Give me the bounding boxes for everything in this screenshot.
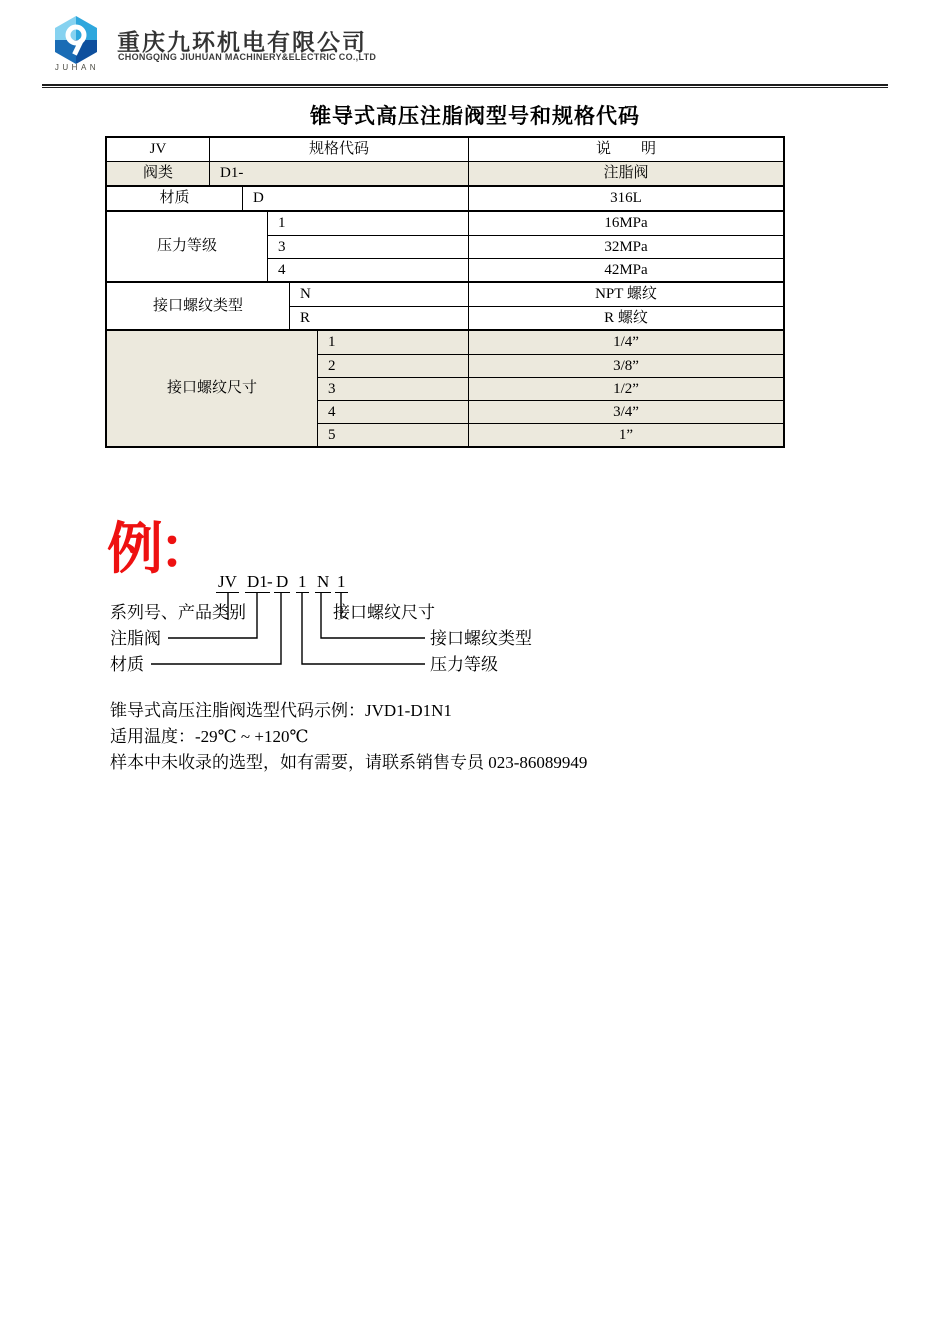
desc-cell: R 螺纹 — [468, 307, 783, 329]
logo-brand-text: JUHAN — [54, 63, 100, 72]
table-row — [268, 212, 783, 235]
code-part-thread-size: 1 — [337, 572, 346, 591]
section-label: 压力等级 — [107, 212, 268, 281]
callout-thread-type: 接口螺纹类型 — [430, 629, 532, 648]
code-cell: 2 — [328, 357, 336, 374]
desc-cell: 32MPa — [468, 236, 783, 258]
code-part-hyphen: - — [267, 572, 273, 591]
section-label: 接口螺纹类型 — [107, 283, 290, 329]
table-row — [318, 377, 783, 400]
code-cell: 3 — [328, 380, 336, 397]
table-row — [318, 331, 783, 354]
section-pressure-class — [107, 210, 783, 281]
desc-cell: 16MPa — [468, 212, 783, 235]
callout-material: 材质 — [110, 655, 144, 674]
table-row — [318, 423, 783, 446]
code-cell: 1 — [278, 215, 286, 231]
table-row — [268, 235, 783, 258]
code-cell: D1- — [220, 165, 244, 181]
section-label: 阀类 — [107, 162, 210, 185]
desc-cell: 316L — [468, 187, 783, 210]
desc-cell: 42MPa — [468, 259, 783, 281]
desc-cell: 注脂阀 — [468, 162, 783, 185]
code-cell: D — [253, 190, 264, 206]
desc-cell: 1/4” — [468, 331, 783, 354]
header-divider — [42, 84, 888, 88]
table-row — [268, 258, 783, 281]
desc-cell: NPT 螺纹 — [468, 283, 783, 306]
notes-block — [110, 698, 587, 776]
header-desc-cell: 说 明 — [468, 138, 783, 161]
code-part-thread-type: N — [317, 572, 330, 591]
desc-cell: 1/2” — [468, 378, 783, 400]
section-label: 接口螺纹尺寸 — [107, 331, 318, 446]
table-row — [318, 400, 783, 423]
juhan-logo-icon — [52, 16, 100, 64]
desc-cell: 1” — [468, 424, 783, 446]
table-header-row — [107, 138, 783, 161]
desc-cell: 3/8” — [468, 355, 783, 377]
header-spec-cell: 规格代码 — [308, 141, 369, 157]
code-part-material: D — [276, 572, 289, 591]
code-part-pressure: 1 — [298, 572, 307, 591]
section-label: 材质 — [107, 187, 243, 210]
code-cell: 4 — [278, 261, 286, 278]
spec-code-table — [105, 136, 785, 448]
callout-thread-size: 接口螺纹尺寸 — [333, 603, 435, 622]
section-thread-type — [107, 281, 783, 329]
code-cell: 5 — [328, 426, 336, 443]
table-row — [318, 354, 783, 377]
code-cell: 1 — [328, 334, 336, 350]
section-material — [107, 185, 783, 210]
note-code-example: 锥导式高压注脂阀选型代码示例：JVD1-D1N1 — [110, 701, 452, 720]
company-name-en: CHONGQING JIUHUAN MACHINERY&ELECTRIC CO.,LTD — [118, 52, 377, 62]
example-label: 例： — [107, 519, 211, 581]
code-cell: 4 — [328, 403, 336, 420]
code-part-valve-type: D1 — [247, 572, 268, 591]
company-name-cn: 重庆九环机电有限公司 — [117, 29, 367, 55]
callout-series-category: 系列号、产品类别 — [110, 603, 246, 622]
table-row — [290, 306, 783, 329]
desc-cell: 3/4” — [468, 401, 783, 423]
code-cell: N — [300, 286, 311, 302]
model-code-diagram — [0, 520, 930, 700]
code-cell: 3 — [278, 238, 286, 255]
header-series-cell: JV — [107, 138, 210, 161]
code-part-series: JV — [218, 572, 237, 591]
table-row — [290, 283, 783, 306]
callout-pressure-class: 压力等级 — [430, 655, 498, 674]
section-thread-size — [107, 329, 783, 446]
note-temperature-range: 适用温度：-29℃ ~ +120℃ — [110, 727, 309, 746]
section-valve-type — [107, 161, 783, 185]
callout-valve-type: 注脂阀 — [110, 629, 161, 648]
code-cell: R — [300, 309, 311, 326]
note-sales-contact: 样本中未收录的选型，如有需要，请联系销售专员 023-86089949 — [110, 753, 588, 772]
page-title: 锥导式高压注脂阀型号和规格代码 — [310, 104, 640, 128]
